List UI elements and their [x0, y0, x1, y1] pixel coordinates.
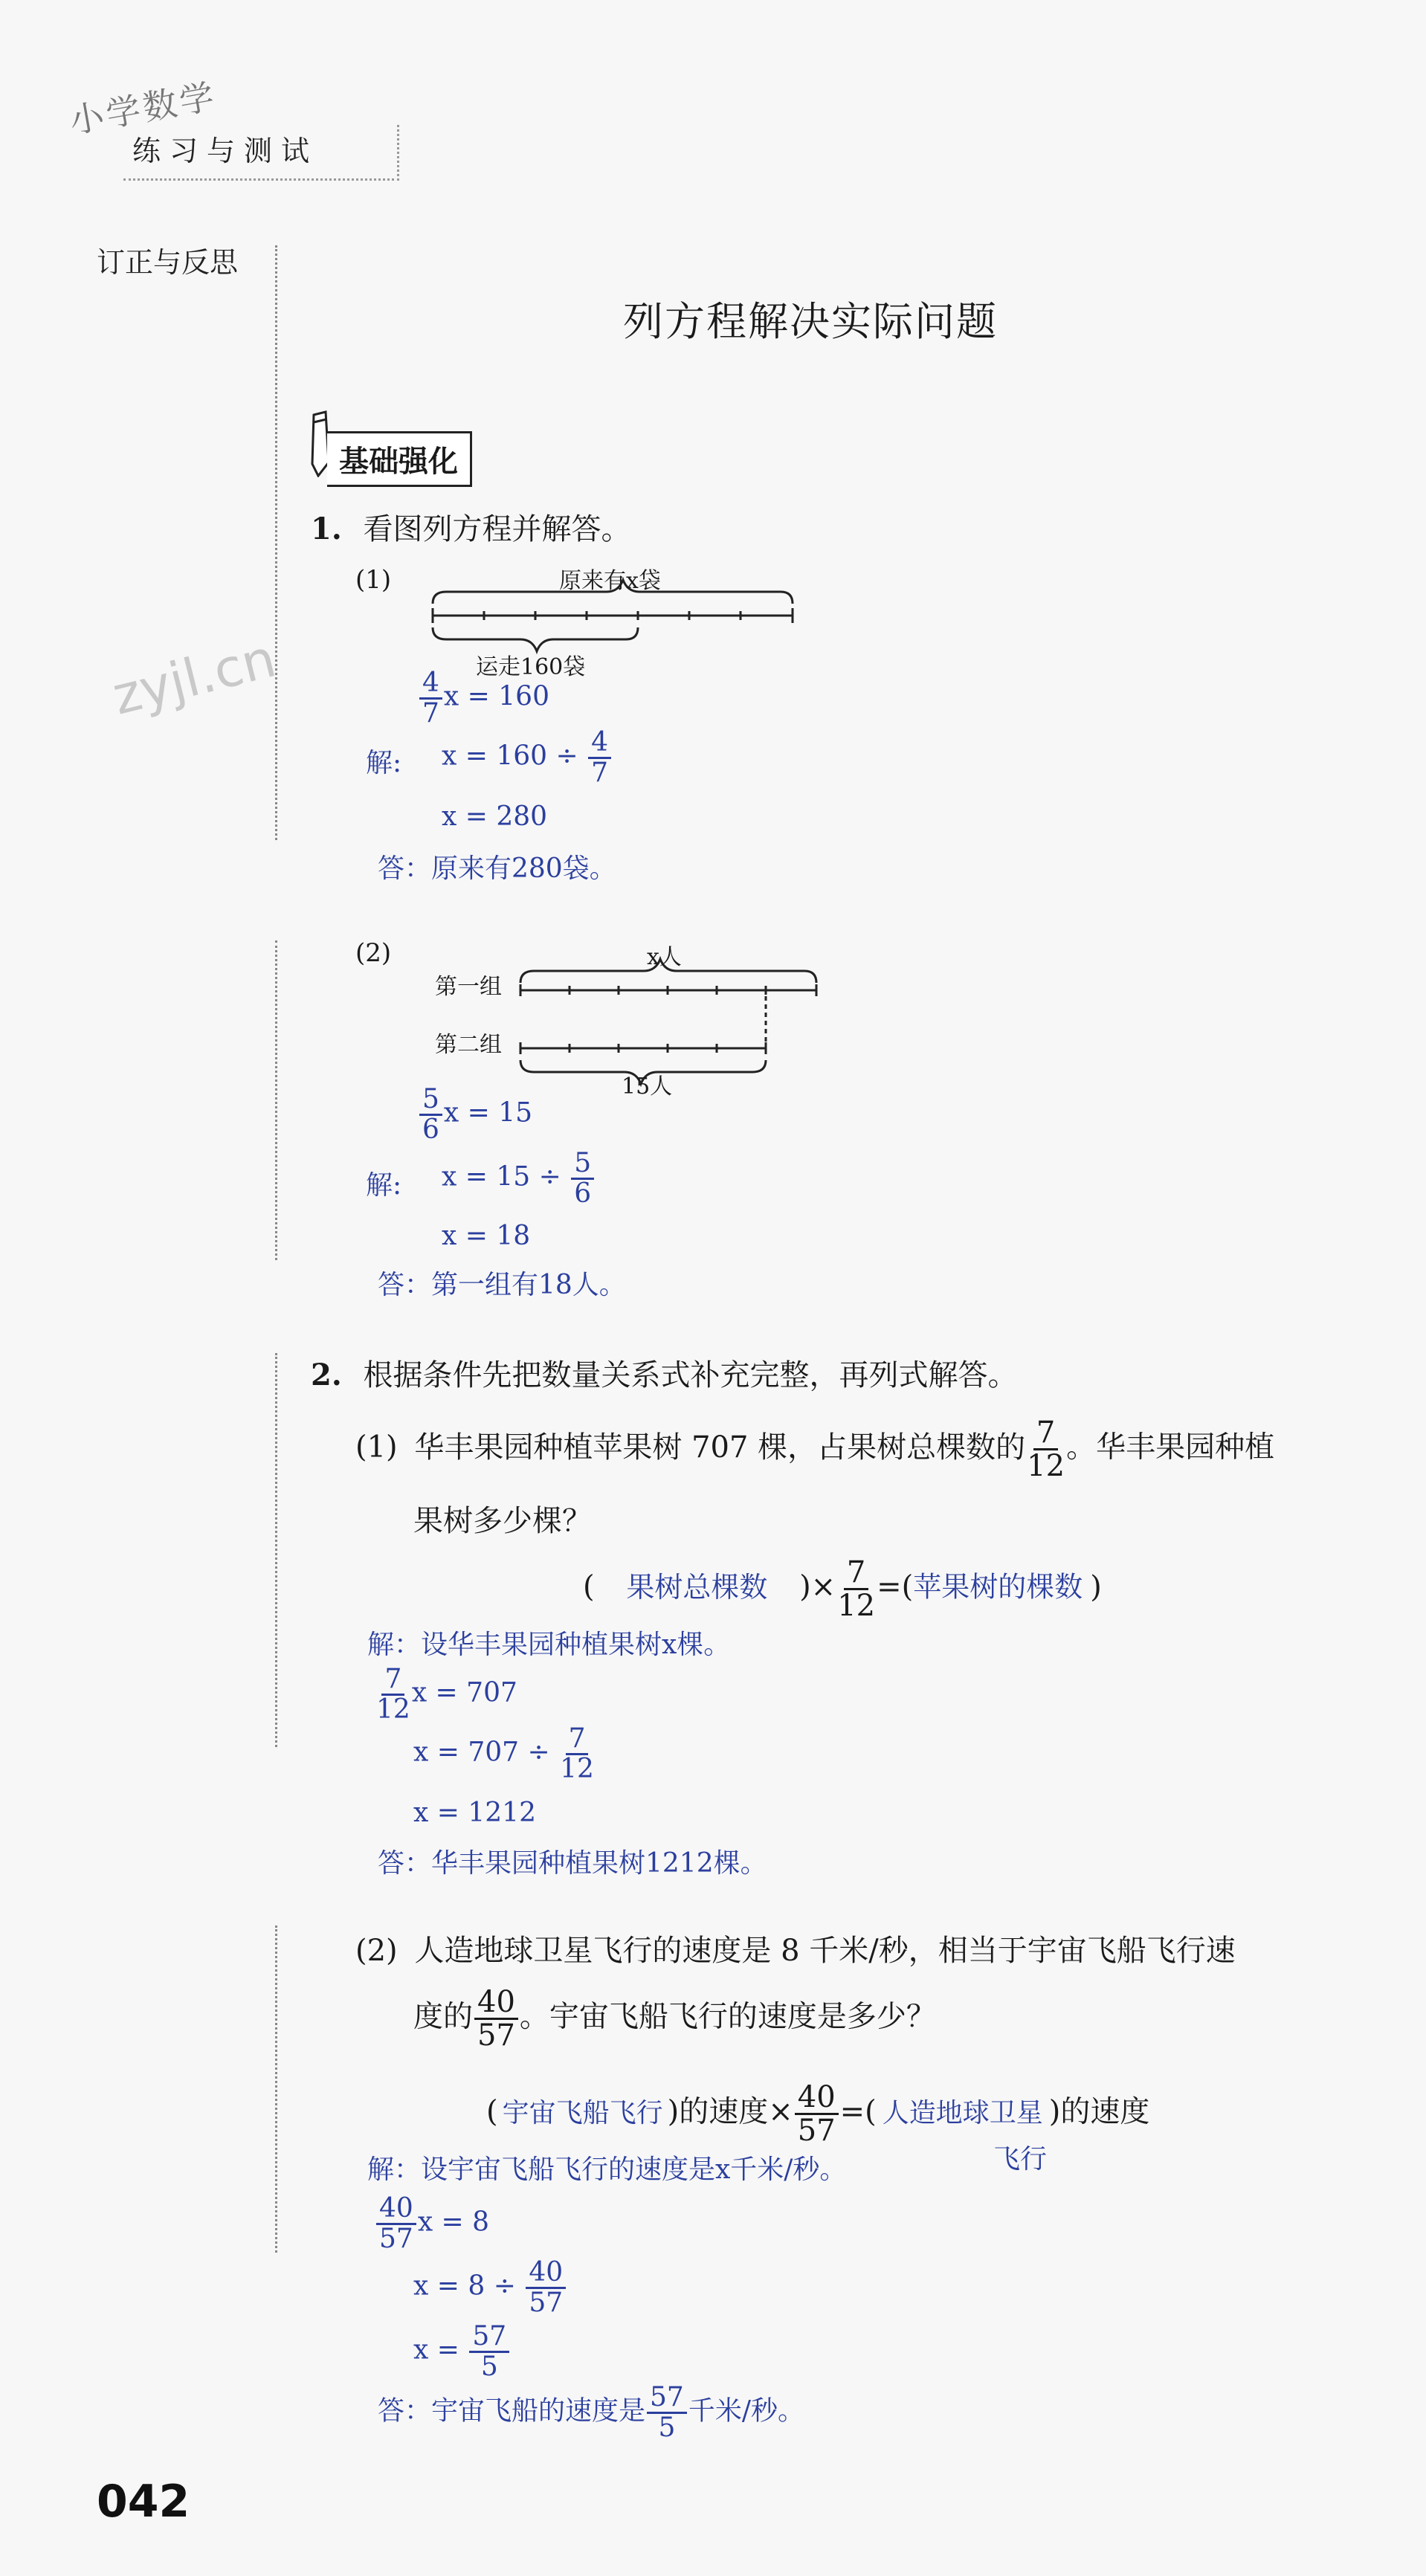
solve-line: 解：设华丰果园种植果树x棵。	[367, 1630, 731, 1660]
section-heading: 基础强化	[327, 431, 472, 487]
equation-line: x = 8 ÷ $\frac{40}{57}$	[413, 2259, 567, 2317]
book-subtitle: 练习与测试	[132, 135, 319, 167]
equation-line: x = 15 ÷ $\frac{5}{6}$	[442, 1149, 596, 1208]
question-number: 1.	[311, 511, 342, 546]
equation-line: $\frac{5}{6}$ x = 15	[418, 1085, 532, 1144]
relation-formula: ( 宇宙飞船飞行 )的速度× $\frac{40}{57}$ =( 人造地球卫星 )的速度	[486, 2080, 1150, 2148]
equation-line: $\frac{4}{7}$ x = 160	[418, 669, 549, 728]
relation-blank: 果树总棵数	[626, 1570, 768, 1604]
brand-logo-text: 小学数学	[66, 75, 220, 141]
diagram-top-label: 原来有x袋	[559, 568, 661, 594]
equation-line: x = $\frac{57}{5}$	[413, 2322, 511, 2381]
relation-blank-continued: 飞行	[993, 2144, 1048, 2175]
equation-line: x = 707 ÷ $\frac{7}{12}$	[413, 1723, 594, 1784]
question-text: 根据条件先把数量关系式补充完整，再列式解答。	[363, 1358, 1018, 1392]
diagram-top-label: x人	[647, 944, 682, 970]
problem-text: 度的 $\frac{40}{57}$ 。宇宙飞船飞行的速度是多少？	[413, 1985, 936, 2053]
diagram-bottom-label: 15人	[622, 1074, 673, 1100]
answer-text: 答：原来有280袋。	[378, 853, 616, 884]
question-1	[311, 506, 630, 548]
page-title: 列方程解决实际问题	[623, 298, 998, 345]
answer-text: 答：宇宙飞船的速度是 $\frac{57}{5}$ 千米/秒。	[378, 2382, 804, 2443]
margin-divider	[275, 1353, 277, 1747]
solve-line: 解：设宇宙飞船飞行的速度是x千米/秒。	[367, 2154, 847, 2185]
equation-line: x = 18	[442, 1221, 531, 1251]
equation-line: x = 280	[442, 801, 548, 832]
sidebar-label: 订正与反思	[97, 246, 239, 279]
row-label: 第一组	[435, 974, 502, 1000]
equation-line: x = 160 ÷ $\frac{4}{7}$	[442, 729, 613, 787]
solve-label: 解:	[366, 748, 402, 778]
diagram-bottom-label: 运走160袋	[476, 654, 586, 680]
problem-text: (1) 华丰果园种植苹果树 707 棵，占果树总棵数的 $\frac{7}{12}$ 。华丰果园种植	[355, 1415, 1275, 1483]
relation-blank: 人造地球卫星	[882, 2097, 1043, 2128]
question-number: 2.	[311, 1358, 342, 1392]
part-label: (1)	[355, 565, 392, 595]
question-2	[311, 1352, 1017, 1394]
page-number: 042	[97, 2476, 190, 2528]
row-label: 第二组	[435, 1032, 502, 1058]
problem-text: (2) 人造地球卫星飞行的速度是 8 千米/秒，相当于宇宙飞船飞行速	[355, 1934, 1236, 1968]
solve-label: 解:	[366, 1170, 402, 1201]
equation-line: $\frac{40}{57}$ x = 8	[375, 2195, 489, 2253]
margin-divider	[275, 940, 277, 1260]
question-text: 看图列方程并解答。	[363, 512, 631, 546]
answer-text: 答：华丰果园种植果树1212棵。	[378, 1848, 767, 1879]
relation-formula: ( 果树总棵数 )× $\frac{7}{12}$ =(苹果树的棵数 )	[583, 1555, 1102, 1623]
relation-blank: 宇宙飞船飞行	[502, 2097, 663, 2128]
equation-line: x = 1212	[413, 1798, 536, 1828]
watermark: zyjl.cn	[106, 627, 282, 727]
equation-line: $\frac{7}{12}$ x = 707	[376, 1664, 517, 1725]
margin-divider	[275, 1925, 277, 2253]
problem-text: 果树多少棵？	[413, 1504, 592, 1538]
answer-text: 答：第一组有18人。	[378, 1270, 626, 1300]
part-label: (2)	[355, 938, 392, 968]
relation-blank: 苹果树的棵数	[913, 1570, 1083, 1604]
